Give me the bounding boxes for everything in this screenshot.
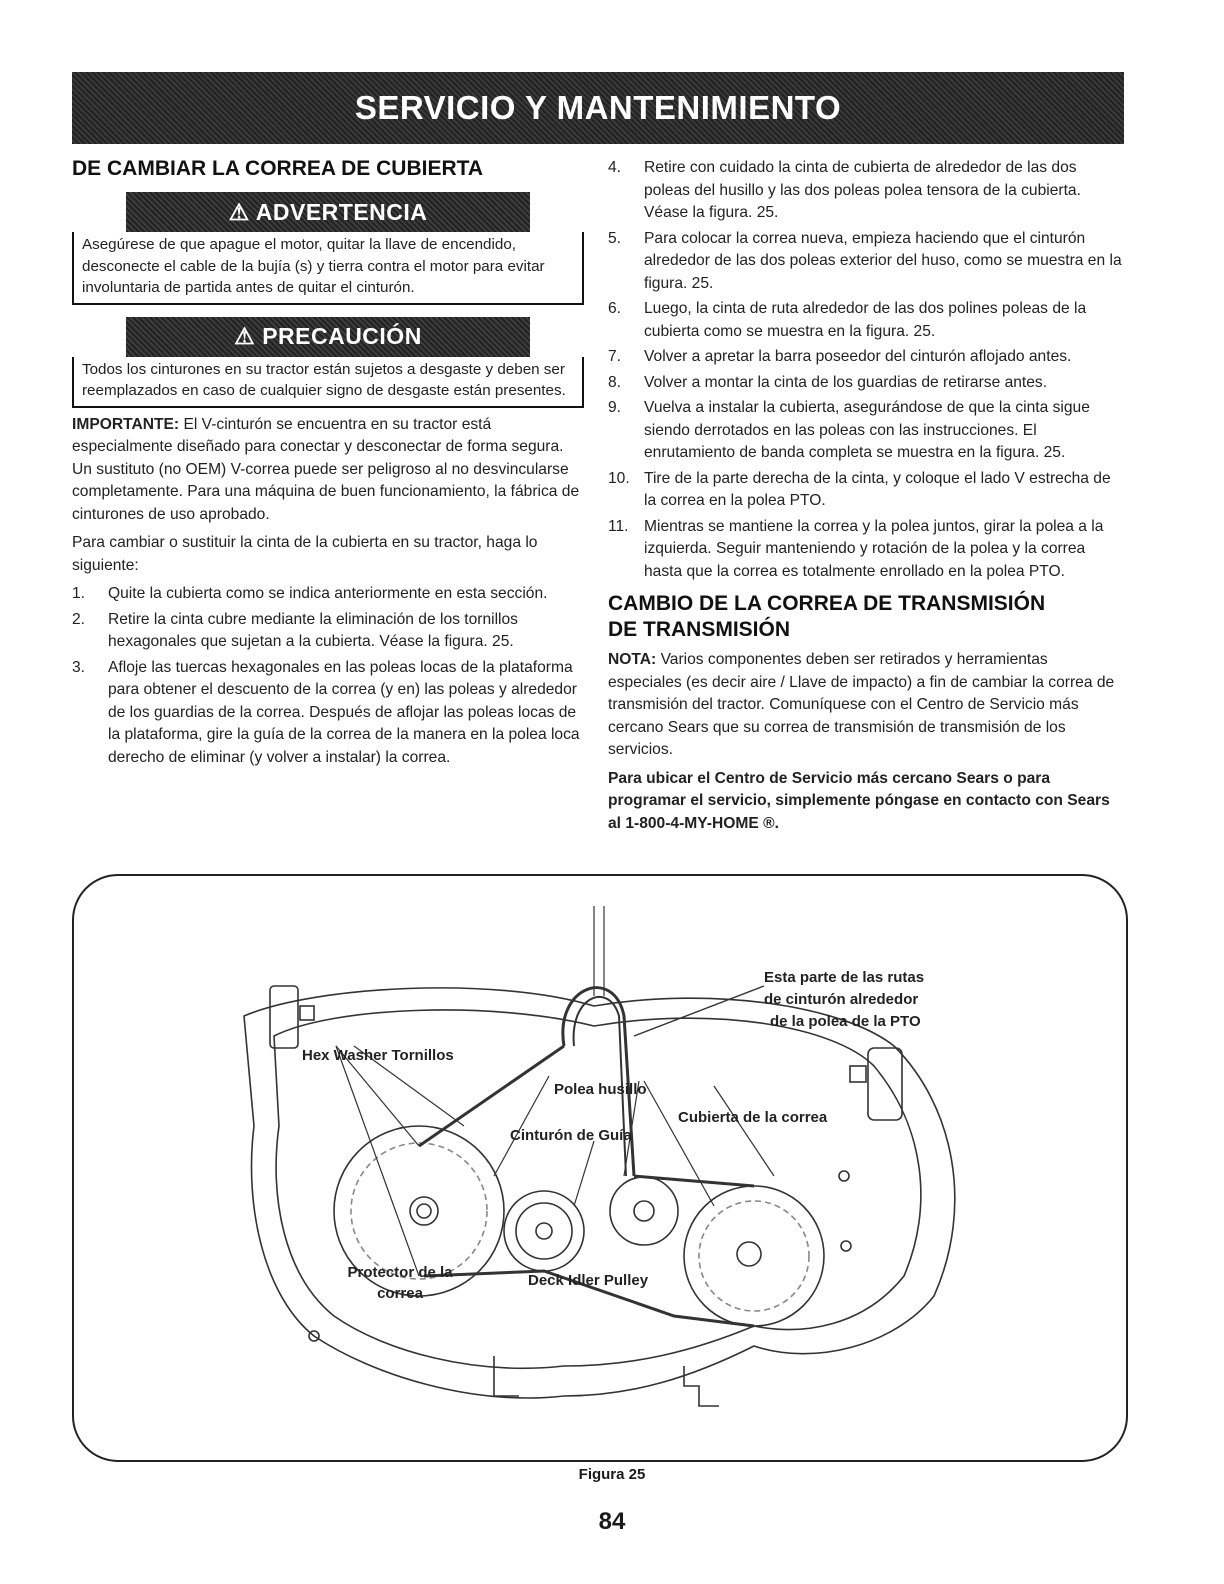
caution-title: PRECAUCIÓN [262,323,422,350]
caution-header [126,317,530,357]
note-paragraph [608,649,1123,762]
list-item: 10. Tire de la parte derecha de la cinta, y coloque el lado V estrecha de la correa en la polea PTO. [608,469,1111,509]
warning-title: ADVERTENCIA [255,198,428,225]
caution-triangle-icon: ⚠ [234,323,256,350]
page-header-title: SERVICIO Y MANTENIMIENTO [354,89,842,126]
left-column [72,156,584,772]
list-item: 1. Quite la cubierta como se indica anteriormente en esta sección. [72,585,548,602]
list-item: 4. Retire con cuidado la cinta de cubierta de alrededor de las dos poleas del husillo y las dos poleas polea tensora de la cubierta. Véase la figura. 25. [608,159,1081,221]
figure-frame [72,874,1128,1462]
label-pto-line-1: Esta parte de las rutas [764,969,925,986]
list-item: 3. Afloje las tuercas hexagonales en las poleas locas de la plataforma para obtener el descuento de la correa (y en) las poleas y alrededor de los guardias de la correa. Después de aflojar las poleas locas de la plataforma, gire la guía de la correa de la manera en la polea loca derecho de eliminar (y volver a instalar) la correa. [72,658,580,766]
section-title-deck-belt: DE CAMBIAR LA CORREA DE CUBIERTA [72,157,484,180]
list-item: 5. Para colocar la correa nueva, empieza haciendo que el cinturón alrededor de las dos poleas exterior del huso, como se muestra en la figura. 25. [608,229,1122,292]
caution-box [72,317,584,408]
list-item: 8. Volver a montar la cinta de los guardias de retirarse antes. [608,373,1048,391]
label-deck-idler-pulley: Deck Idler Pulley [528,1272,649,1289]
list-item: 9. Vuelva a instalar la cubierta, asegurándose de que la cinta sigue siendo derrotados en las poleas con las instrucciones. El enrutamiento de banda completa se muestra en la figura. 25. [608,399,1090,461]
warning-triangle-icon: ⚠ [228,198,250,225]
label-spindle-pulley: Polea husillo [554,1081,647,1098]
deck-belt-diagram [74,876,1126,1460]
note-label: NOTA: [608,651,657,668]
label-belt-cover: Cubierta de la correa [678,1109,828,1126]
label-hex-washer: Hex Washer Tornillos [302,1047,454,1064]
label-pto-line-3: de la polea de la PTO [770,1013,921,1030]
warning-header [126,192,530,232]
list-item: 7. Volver a apretar la barra poseedor del cinturón aflojado antes. [608,348,1072,365]
list-item: 2. Retire la cinta cubre mediante la eliminación de los tornillos hexagonales que sujetan a la cubierta. Véase la figura. 25. [72,610,518,650]
label-belt-guide: Cinturón de Guía [510,1127,632,1144]
important-paragraph [72,414,584,527]
page-header-banner [72,72,1124,144]
label-belt-guard: Protector de la correa [347,1264,453,1302]
note-text: Varios componentes deben ser retirados y herramientas especiales (es decir aire / Llave de impacto) a fin de cambiar la correa de transmisión del tractor. Comuníquese con el Centro de Servicio más cercano Sears que su correa de transmisión de transmisión de los servicios. [608,651,1115,758]
list-item: 11. Mientras se mantiene la correa y la polea juntos, girar la polea a la izquierda. Seguir manteniendo y rotación de la polea y la correa hasta que la correa es totalmente enrollado en la polea PTO. [608,517,1104,580]
important-text: El V-cinturón se encuentra en su tractor está especialmente diseñado para conectar y desconectar de forma segura. Un sustituto (no OEM) V-correa puede ser peligroso al no desvincularse completamente. Para una máquina de buen funcionamiento, la fábrica de cinturones de uso aprobado. [72,415,580,523]
intro-paragraph: Para cambiar o sustituir la cinta de la cubierta en su tractor, haga lo siguiente: [72,534,538,574]
page-number: 84 [598,1508,626,1535]
contact-note: Para ubicar el Centro de Servicio más cercano Sears o para programar el servicio, simplemente póngase en contacto con Sears al 1-800-4-MY-HOME ®. [608,769,1110,832]
warning-box [72,192,584,305]
section-title-drive-belt: CAMBIO DE LA CORREA DE TRANSMISIÓN DE TRANSMISIÓN [608,592,1046,641]
steps-list-left [72,583,584,769]
steps-list-right [608,157,1123,583]
label-pto-line-2: de cinturón alrededor [764,991,919,1008]
figure-caption: Figura 25 [578,1466,646,1483]
right-column [608,156,1123,841]
important-label: IMPORTANTE: [72,415,180,433]
caution-text: Todos los cinturones en su tractor están sujetos a desgaste y deben ser reemplazados en caso de cualquier signo de desgaste están presentes. [82,360,566,399]
warning-text: Asegúrese de que apague el motor, quitar la llave de encendido, desconecte el cable de la bujía (s) y tierra contra el motor para evitar involuntaria de partida antes de quitar el cinturón. [82,236,545,296]
list-item: 6. Luego, la cinta de ruta alrededor de las dos polines poleas de la cubierta como se muestra en la figura. 25. [608,300,1087,340]
